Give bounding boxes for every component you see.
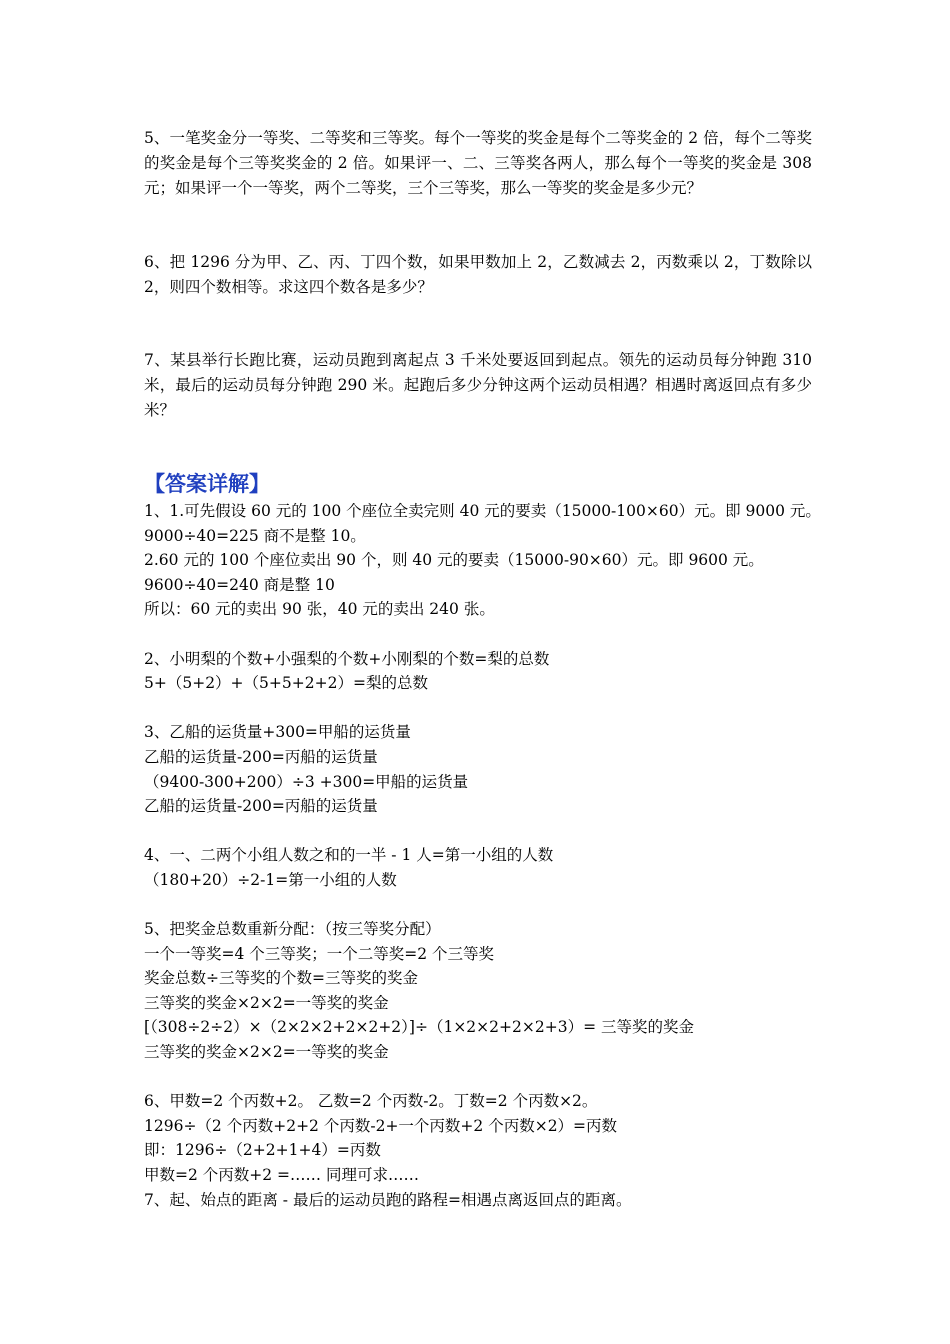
question-6: 6、把 1296 分为甲、乙、丙、丁四个数，如果甲数加上 2，乙数减去 2，丙数乘以 2，丁数除以 2，则四个数相等。求这四个数各是多少？ — [144, 253, 812, 296]
answer-1-line: 9600÷40=240 商是整 10 — [144, 575, 335, 594]
answer-6-line: 即：1296÷（2+2+1+4）=丙数 — [144, 1141, 381, 1160]
answer-3-line: 3、乙船的运货量+300=甲船的运货量 — [144, 723, 411, 742]
answer-7-line: 7、起、始点的距离 - 最后的运动员跑的路程=相遇点离返回点的距离。 — [144, 1190, 632, 1209]
spacer — [144, 696, 812, 721]
question-7: 7、某县举行长跑比赛，运动员跑到离起点 3 千米处要返回到起点。领先的运动员每分钟跑 310 米，最后的运动员每分钟跑 290 米。起跑后多少分钟这两个运动员相遇？相遇时离返回点有多少米？ — [144, 351, 812, 419]
answer-2-line: 5+（5+2）+（5+5+2+2）=梨的总数 — [144, 674, 428, 693]
answer-4-line: 4、一、二两个小组人数之和的一半 - 1 人=第一小组的人数 — [144, 846, 554, 865]
answer-3-line: 乙船的运货量-200=丙船的运货量 — [144, 747, 378, 766]
answer-1-line: 2.60 元的 100 个座位卖出 90 个，则 40 元的要卖（15000-90×60）元。即 9600 元。 — [144, 551, 764, 570]
answer-6-line: 1296÷（2 个丙数+2+2 个丙数-2+一个丙数+2 个丙数×2）=丙数 — [144, 1116, 618, 1135]
answer-5-line: 三等奖的奖金×2×2=一等奖的奖金 — [144, 1043, 389, 1062]
answer-5-line: 一个一等奖=4 个三等奖；一个二等奖=2 个三等奖 — [144, 944, 495, 963]
answer-6-line: 甲数=2 个丙数+2 =…… 同理可求…… — [144, 1166, 419, 1185]
question-5: 5、一笔奖金分一等奖、二等奖和三等奖。每个一等奖的奖金是每个二等奖金的 2 倍，每个二等奖的奖金是每个三等奖奖金的 2 倍。如果评一、二、三等奖各两人，那么每个一等奖的奖金是 308 元；如果评一个一等奖，两个二等奖，三个三等奖，那么一等奖的奖金是多少元？ — [144, 129, 812, 197]
spacer — [144, 819, 812, 844]
answer-5-line: [（308÷2÷2）×（2×2×2+2×2+2）]÷（1×2×2+2×2+3）= 三等奖的奖金 — [144, 1018, 694, 1037]
answer-6 — [144, 1089, 812, 1187]
answer-3-line: （9400-300+200）÷3 +300=甲船的运货量 — [144, 772, 469, 791]
answers-section — [144, 499, 821, 1212]
answer-1 — [144, 499, 821, 622]
spacer — [144, 1065, 812, 1090]
answer-3 — [144, 720, 812, 818]
answer-7 — [144, 1188, 812, 1213]
answer-1-line: 所以：60 元的卖出 90 张，40 元的卖出 240 张。 — [144, 600, 495, 619]
answer-4-line: （180+20）÷2-1=第一小组的人数 — [144, 870, 397, 889]
answer-1-line: 9000÷40=225 商不是整 10。 — [144, 526, 366, 545]
spacer — [144, 622, 812, 647]
answer-6-line: 6、甲数=2 个丙数+2。 乙数=2 个丙数-2。丁数=2 个丙数×2。 — [144, 1092, 598, 1111]
answer-2 — [144, 647, 812, 696]
answer-2-line: 2、小明梨的个数+小强梨的个数+小刚梨的个数=梨的总数 — [144, 649, 550, 668]
spacer — [144, 893, 812, 918]
answers-heading: 【答案详解】 — [144, 472, 270, 496]
answer-5-line: 5、把奖金总数重新分配：（按三等奖分配） — [144, 920, 441, 939]
answer-3-line: 乙船的运货量-200=丙船的运货量 — [144, 797, 378, 816]
answer-1-line: 1、1.可先假设 60 元的 100 个座位全卖完则 40 元的要卖（15000-100×60）元。即 9000 元。 — [144, 502, 821, 520]
answer-5-line: 三等奖的奖金×2×2=一等奖的奖金 — [144, 993, 389, 1012]
answer-5 — [144, 917, 812, 1065]
answer-5-line: 奖金总数÷三等奖的个数=三等奖的奖金 — [144, 969, 418, 988]
answer-4 — [144, 843, 812, 892]
